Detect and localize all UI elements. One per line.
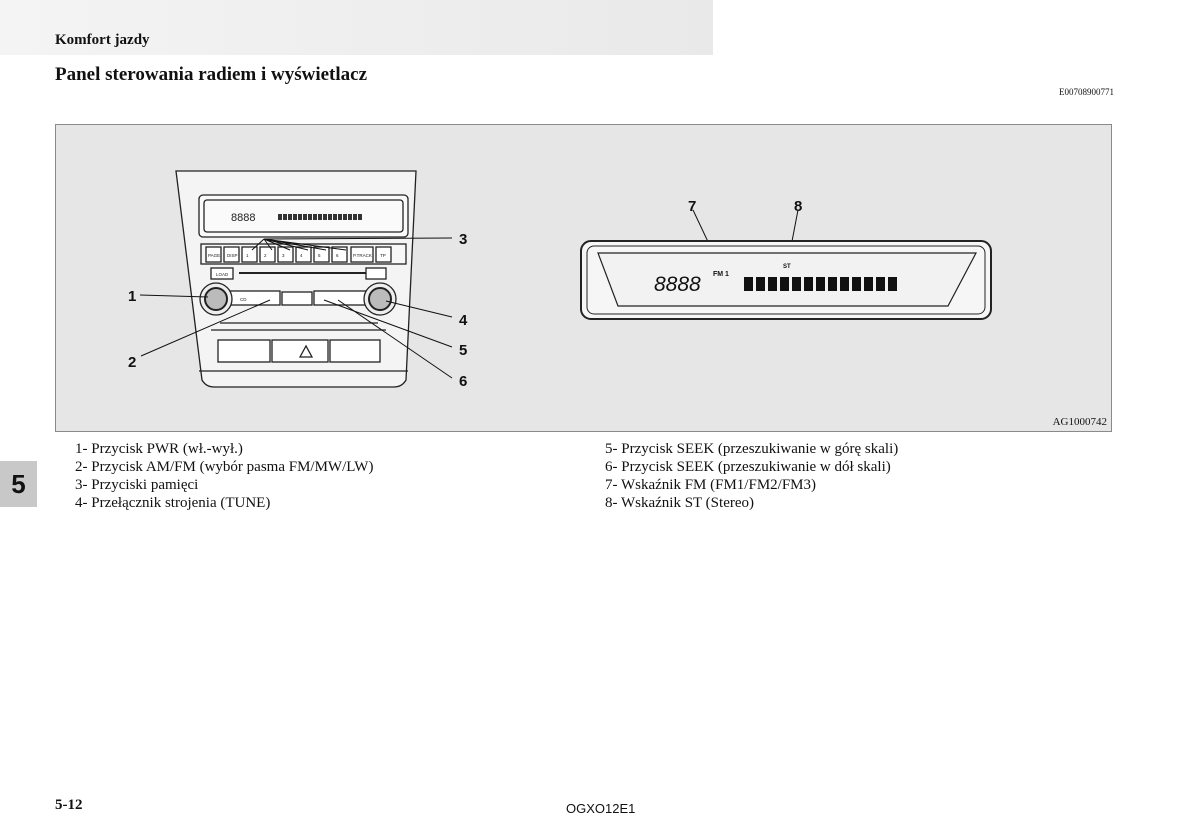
chapter-tab: 5: [0, 461, 37, 507]
ptrack-button-label: P.TRACK: [353, 253, 372, 258]
preset-3-label: 3: [282, 253, 285, 258]
radio-panel-illustration: [56, 125, 1113, 433]
cd-button-label: CD: [240, 297, 247, 302]
footer-code: OGXO12E1: [566, 801, 636, 816]
st-indicator: ST: [783, 264, 791, 270]
figure-code: AG1000742: [1052, 416, 1107, 428]
callout-7: 7: [688, 198, 697, 215]
legend-item: 8- Wskaźnik ST (Stereo): [605, 495, 754, 511]
head-unit-segments: [278, 214, 362, 220]
tp-button-label: TP: [380, 253, 386, 258]
section-label: Komfort jazdy: [55, 32, 150, 48]
document-code: E00708900771: [1059, 87, 1114, 97]
callout-4: 4: [459, 312, 468, 329]
callout-2: 2: [128, 354, 137, 371]
callout-8: 8: [794, 198, 803, 215]
radio-head-unit: [176, 171, 416, 387]
legend-item: 4- Przełącznik strojenia (TUNE): [75, 495, 271, 511]
callout-6: 6: [459, 373, 468, 390]
preset-1-label: 1: [246, 253, 249, 258]
load-button-label: LOAD: [216, 272, 229, 277]
legend-item: 3- Przyciski pamięci: [75, 477, 199, 493]
preset-5-label: 5: [318, 253, 321, 258]
legend-right: [605, 440, 898, 512]
page-title: Panel sterowania radiem i wyświetlacz: [55, 64, 368, 85]
disp-button-label: DISP: [227, 253, 238, 258]
callout-1: 1: [128, 288, 137, 305]
head-unit-digits: 8888: [231, 212, 256, 224]
legend-item: 2- Przycisk AM/FM (wybór pasma FM/MW/LW): [75, 459, 374, 475]
callout-3: 3: [459, 231, 468, 248]
preset-6-label: 6: [336, 253, 339, 258]
display-frequency-digits: 8888: [654, 273, 701, 296]
fm-indicator: FM 1: [713, 271, 729, 278]
page-button-label: PAGE: [208, 253, 221, 258]
legend-item: 7- Wskaźnik FM (FM1/FM2/FM3): [605, 477, 816, 493]
legend-item: 1- Przycisk PWR (wł.-wył.): [75, 441, 243, 457]
legend-left: [75, 440, 373, 512]
radio-panel-figure: [55, 124, 1112, 432]
preset-4-label: 4: [300, 253, 303, 258]
callout-5: 5: [459, 342, 468, 359]
legend-item: 6- Przycisk SEEK (przeszukiwanie w dół skali): [605, 459, 891, 475]
preset-2-label: 2: [264, 253, 267, 258]
legend-item: 5- Przycisk SEEK (przeszukiwanie w górę skali): [605, 441, 899, 457]
page-number: 5-12: [55, 797, 83, 813]
